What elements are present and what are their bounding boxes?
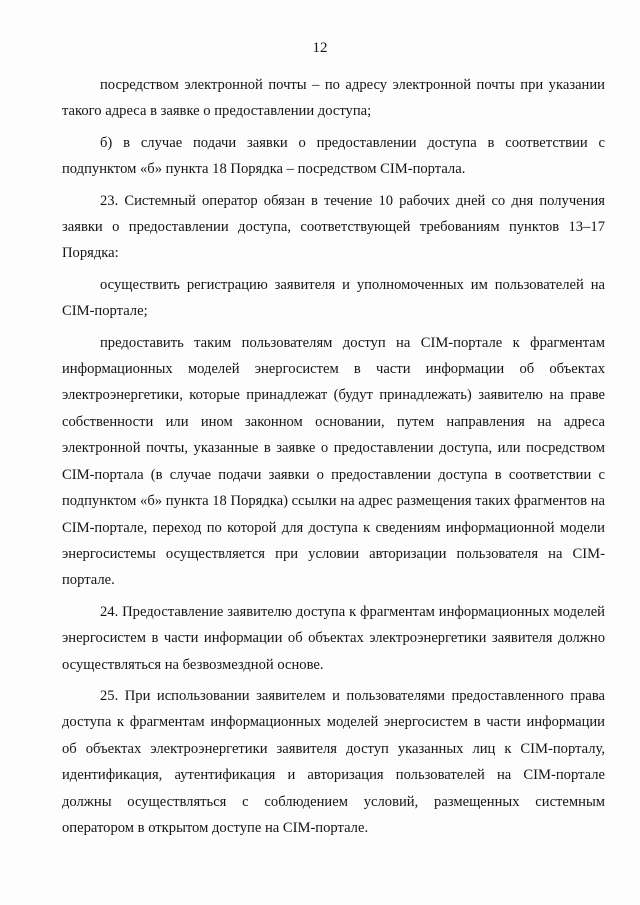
page-number: 12	[312, 40, 328, 56]
document-body	[62, 72, 605, 841]
paragraph: 25. При использовании заявителем и пользователями предоставленного права доступа к фрагментам информационных моделей энергосистем в части информации об объектах электроэнергетики заявителя доступ указанных лиц к CIM-порталу, идентификация, аутентификация и авторизация пользователей на CIM-портале должны осуществляться с соблюдением условий, размещенных системным оператором в открытом доступе на CIM-портале.	[62, 687, 605, 836]
paragraph: осуществить регистрацию заявителя и уполномоченных им пользователей на CIM-портале;	[62, 276, 605, 320]
paragraph: 24. Предоставление заявителю доступа к фрагментам информационных моделей энергосистем в части информации об объектах электроэнергетики заявителя должно осуществляться на безвозмездной основе.	[62, 603, 605, 673]
paragraph: посредством электронной почты – по адресу электронной почты при указании такого адреса в заявке о предоставлении доступа;	[62, 77, 605, 120]
paragraph: предоставить таким пользователям доступ на CIM-портале к фрагментам информационных моделей энергосистем в части информации об объектах электроэнергетики, которые принадлежат (будут принадлежать) заявителю на праве собственности или ином законном основании, путем направления на адреса электронной почты, указанные в заявке о предоставлении доступа, или посредством CIM-портала (в случае подачи заявки о предоставлении доступа в соответствии с подпунктом «б» пункта 18 Порядка) ссылки на адрес размещения таких фрагментов на CIM-портале, переход по которой для доступа к сведениям информационной модели энергосистемы осуществляется при условии авторизации пользователя на CIM-портале.	[62, 334, 605, 589]
paragraph: 23. Системный оператор обязан в течение 10 рабочих дней со дня получения заявки о предоставлении доступа, соответствующей требованиям пунктов 13–17 Порядка:	[62, 192, 605, 262]
paragraph: б) в случае подачи заявки о предоставлении доступа в соответствии с подпунктом «б» пункта 18 Порядка – посредством CIM-портала.	[62, 134, 605, 178]
